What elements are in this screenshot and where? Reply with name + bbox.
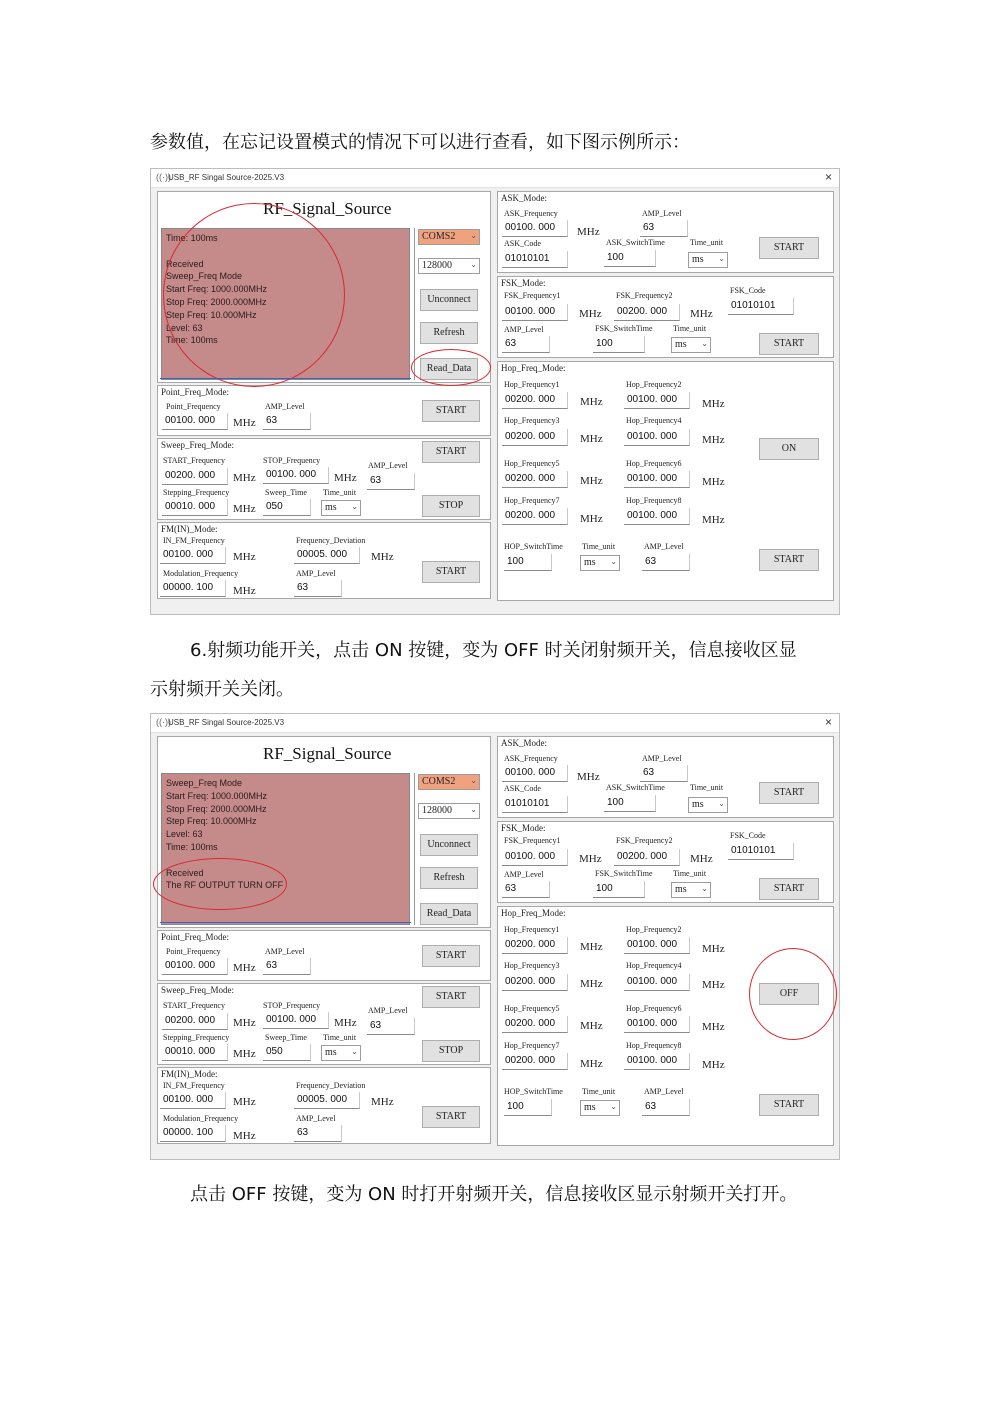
point-freq-unit: MHz	[233, 417, 256, 429]
hop-f3-label: Hop_Frequency3	[504, 416, 560, 425]
log-line: Sweep_Freq Mode	[166, 271, 243, 282]
hop-f1-unit: MHz	[580, 941, 603, 953]
chevron-down-icon: ⌄	[351, 502, 358, 511]
fsk-f2-label: FSK_Frequency2	[616, 836, 673, 845]
hop-mode-title: Hop_Freq_Mode:	[501, 908, 566, 918]
fsk-amp-label: AMP_Level	[504, 325, 544, 334]
ask-freq-label: ASK_Frequency	[504, 754, 558, 763]
hop-f4-label: Hop_Frequency4	[626, 416, 682, 425]
chevron-down-icon: ⌄	[351, 1047, 358, 1056]
hop-unit-value: ms	[584, 1102, 596, 1113]
rf-toggle-button[interactable]: OFF	[759, 983, 819, 1005]
sweep-freq-panel	[157, 438, 491, 520]
sweep-unit-label: Time_unit	[323, 488, 357, 497]
fsk-switch-label: FSK_SwitchTime	[595, 324, 653, 333]
log-line: Level: 63	[166, 322, 203, 333]
fm-in-label: IN_FM_Frequency	[163, 536, 225, 545]
sweep-stop-label: STOP_Frequency	[263, 456, 321, 465]
log-line: Time: 100ms	[166, 841, 218, 852]
fm-dev-unit: MHz	[371, 1096, 394, 1108]
app-heading: RF_Signal_Source	[263, 744, 392, 763]
ask-freq-input[interactable]: 00100. 000	[502, 765, 568, 782]
chevron-down-icon: ⌄	[470, 776, 477, 785]
fsk-f2-input[interactable]: 00200. 000	[614, 849, 680, 866]
point-mode-title: Point_Freq_Mode:	[161, 932, 230, 942]
ask-amp-label: AMP_Level	[642, 209, 682, 218]
log-line: The RF OUTPUT TURN OFF	[166, 880, 284, 891]
sweep-stop-label: STOP_Frequency	[263, 1001, 321, 1010]
fsk-switch-label: FSK_SwitchTime	[595, 869, 653, 878]
hop-f7-input[interactable]: 00200. 000	[502, 508, 568, 525]
hop-f3-input[interactable]: 00200. 000	[502, 974, 568, 991]
sweep-step-label: Stepping_Frequency	[163, 488, 230, 497]
sweep-start-unit: MHz	[233, 1017, 256, 1029]
hop-mode-title: Hop_Freq_Mode:	[501, 363, 566, 373]
hop-f8-label: Hop_Frequency8	[626, 496, 682, 505]
ask-freq-input[interactable]: 00100. 000	[502, 220, 568, 237]
fsk-f2-unit: MHz	[690, 853, 713, 865]
hop-unit-label: Time_unit	[582, 542, 616, 551]
paragraph-rf-switch-line1: 6.射频功能开关，点击 ON 按键，变为 OFF 时关闭射频开关，信息接收区显	[190, 640, 797, 661]
fm-mod-input[interactable]: 00000. 100	[160, 580, 226, 597]
fsk-unit-label: Time_unit	[673, 324, 707, 333]
fsk-f2-unit: MHz	[690, 308, 713, 320]
hop-f2-label: Hop_Frequency2	[626, 380, 682, 389]
ask-freq-unit: MHz	[577, 771, 600, 783]
ask-amp-input[interactable]: 63	[640, 220, 688, 237]
window-titlebar	[151, 169, 839, 188]
fsk-f2-label: FSK_Frequency2	[616, 291, 673, 300]
hop-f4-unit: MHz	[702, 979, 725, 991]
hop-f3-label: Hop_Frequency3	[504, 961, 560, 970]
hop-f7-input[interactable]: 00200. 000	[502, 1053, 568, 1070]
point-freq-label: Point_Frequency	[166, 402, 221, 411]
hop-freq-panel	[497, 361, 834, 601]
log-scrollbar[interactable]	[414, 773, 415, 925]
fm-in-unit: MHz	[233, 1096, 256, 1108]
fsk-mode-title: FSK_Mode:	[501, 823, 546, 833]
ask-mode-panel	[497, 736, 834, 818]
sweep-mode-title: Sweep_Freq_Mode:	[161, 985, 234, 995]
fsk-amp-label: AMP_Level	[504, 870, 544, 879]
baud-value: 128000	[422, 805, 452, 816]
ask-unit-label: Time_unit	[690, 783, 724, 792]
fm-mod-label: Modulation_Frequency	[163, 569, 239, 578]
log-scrollbar[interactable]	[414, 228, 415, 380]
fm-amp-label: AMP_Level	[296, 1114, 336, 1123]
hop-f6-unit: MHz	[702, 1021, 725, 1033]
rf-toggle-button[interactable]: ON	[759, 438, 819, 460]
app-heading: RF_Signal_Source	[263, 199, 392, 218]
hop-amp-label: AMP_Level	[644, 1087, 684, 1096]
fsk-unit-select[interactable]	[671, 337, 711, 353]
hop-f5-input[interactable]: 00200. 000	[502, 471, 568, 488]
fsk-mode-panel	[497, 821, 834, 903]
hop-f5-label: Hop_Frequency5	[504, 1004, 560, 1013]
ask-code-input[interactable]: 01010101	[502, 251, 568, 268]
annotation-circle-log	[153, 858, 287, 910]
hop-f2-input[interactable]: 00100. 000	[624, 937, 690, 954]
log-line: Stop Freq: 2000.000MHz	[166, 803, 267, 814]
sweep-unit-select[interactable]	[321, 1045, 361, 1061]
baud-select[interactable]	[418, 803, 480, 819]
hop-f1-input[interactable]: 00200. 000	[502, 937, 568, 954]
sweep-start-button[interactable]: START	[422, 986, 480, 1008]
ask-unit-select[interactable]	[688, 252, 728, 268]
hop-f4-unit: MHz	[702, 434, 725, 446]
chevron-down-icon: ⌄	[718, 254, 725, 263]
ask-mode-title: ASK_Mode:	[501, 738, 548, 748]
sweep-stop-input[interactable]: 00100. 000	[263, 1012, 329, 1029]
ask-switch-label: ASK_SwitchTime	[606, 238, 665, 247]
hop-f6-label: Hop_Frequency6	[626, 1004, 682, 1013]
point-amp-label: AMP_Level	[265, 947, 305, 956]
hop-f5-input[interactable]: 00200. 000	[502, 1016, 568, 1033]
hop-start-button[interactable]: START	[759, 1094, 819, 1116]
chevron-down-icon: ⌄	[701, 339, 708, 348]
hop-f2-unit: MHz	[702, 398, 725, 410]
unconnect-button[interactable]: Unconnect	[420, 289, 478, 311]
fsk-f1-label: FSK_Frequency1	[504, 836, 561, 845]
fsk-unit-value: ms	[675, 884, 687, 895]
sweep-amp-label: AMP_Level	[368, 461, 408, 470]
sweep-step-unit: MHz	[233, 503, 256, 515]
sweep-start-button[interactable]: START	[422, 441, 480, 463]
window-title: USB_RF Singal Source-2025.V3	[168, 173, 285, 182]
hop-switch-label: HOP_SwitchTime	[504, 542, 563, 551]
refresh-button[interactable]: Refresh	[420, 867, 478, 889]
hop-f8-input[interactable]: 00100. 000	[624, 1053, 690, 1070]
ask-unit-label: Time_unit	[690, 238, 724, 247]
chevron-down-icon: ⌄	[610, 1102, 617, 1111]
fm-start-button[interactable]: START	[422, 1106, 480, 1128]
hop-f4-input[interactable]: 00100. 000	[624, 429, 690, 446]
log-line: Time: 100ms	[166, 335, 218, 346]
fm-amp-label: AMP_Level	[296, 569, 336, 578]
hop-f2-label: Hop_Frequency2	[626, 925, 682, 934]
app-icon: ((·))	[156, 172, 171, 182]
fm-amp-input[interactable]: 63	[294, 1125, 342, 1142]
hop-f1-label: Hop_Frequency1	[504, 380, 560, 389]
fm-mode-title: FM(IN)_Mode:	[161, 524, 218, 534]
hop-f6-input[interactable]: 00100. 000	[624, 1016, 690, 1033]
hop-f5-unit: MHz	[580, 1020, 603, 1032]
fsk-f1-label: FSK_Frequency1	[504, 291, 561, 300]
com-port-value: COMS2	[422, 231, 456, 242]
point-amp-label: AMP_Level	[265, 402, 305, 411]
chevron-down-icon: ⌄	[610, 557, 617, 566]
log-line: Sweep_Freq Mode	[166, 778, 243, 788]
hop-f6-unit: MHz	[702, 476, 725, 488]
app-icon: ((·))	[156, 717, 171, 727]
fm-mod-input[interactable]: 00000. 100	[160, 1125, 226, 1142]
fsk-unit-label: Time_unit	[673, 869, 707, 878]
fsk-code-label: FSK_Code	[730, 831, 766, 840]
sweep-stop-unit: MHz	[334, 1017, 357, 1029]
ask-mode-panel	[497, 191, 834, 273]
fm-mod-label: Modulation_Frequency	[163, 1114, 239, 1123]
hop-f5-label: Hop_Frequency5	[504, 459, 560, 468]
fsk-f1-unit: MHz	[579, 308, 602, 320]
close-icon[interactable]: ×	[824, 715, 832, 729]
hop-f1-input[interactable]: 00200. 000	[502, 392, 568, 409]
point-freq-label: Point_Frequency	[166, 947, 221, 956]
hop-f3-input[interactable]: 00200. 000	[502, 429, 568, 446]
window-titlebar	[151, 714, 839, 733]
fsk-f1-unit: MHz	[579, 853, 602, 865]
ask-switch-label: ASK_SwitchTime	[606, 783, 665, 792]
log-line: Start Freq: 1000.000MHz	[166, 790, 268, 801]
log-underline	[160, 378, 411, 379]
sweep-start-input[interactable]: 00200. 000	[162, 468, 228, 485]
sweep-unit-select[interactable]	[321, 500, 361, 516]
chevron-down-icon: ⌄	[701, 884, 708, 893]
fm-amp-input[interactable]: 63	[294, 580, 342, 597]
sweep-time-label: Sweep_Time	[265, 488, 307, 497]
sweep-step-label: Stepping_Frequency	[163, 1033, 230, 1042]
hop-f7-label: Hop_Frequency7	[504, 496, 560, 505]
point-start-button[interactable]: START	[422, 400, 480, 422]
com-port-select[interactable]	[418, 774, 480, 790]
fsk-f2-input[interactable]: 00200. 000	[614, 304, 680, 321]
point-start-button[interactable]: START	[422, 945, 480, 967]
sweep-start-label: START_Frequency	[163, 1001, 225, 1010]
log-underline	[160, 922, 411, 923]
sweep-amp-input[interactable]: 63	[367, 1018, 415, 1035]
chevron-down-icon: ⌄	[470, 260, 477, 269]
sweep-freq-panel	[157, 983, 491, 1065]
point-freq-input[interactable]: 00100. 000	[162, 958, 228, 975]
hop-f8-input[interactable]: 00100. 000	[624, 508, 690, 525]
sweep-stop-button[interactable]: STOP	[422, 495, 480, 517]
hop-f2-unit: MHz	[702, 943, 725, 955]
fm-in-input[interactable]: 00100. 000	[160, 547, 226, 564]
sweep-stop-input[interactable]: 00100. 000	[263, 467, 329, 484]
chevron-down-icon: ⌄	[470, 805, 477, 814]
fsk-amp-input[interactable]: 63	[502, 881, 550, 898]
ask-freq-unit: MHz	[577, 226, 600, 238]
fm-mod-unit: MHz	[233, 1130, 256, 1142]
sweep-stop-unit: MHz	[334, 472, 357, 484]
sweep-unit-value: ms	[325, 1047, 337, 1058]
hop-f8-unit: MHz	[702, 1059, 725, 1071]
hop-amp-input[interactable]: 63	[642, 1099, 690, 1116]
point-mode-title: Point_Freq_Mode:	[161, 387, 230, 397]
hop-f4-label: Hop_Frequency4	[626, 961, 682, 970]
log-line: Level: 63	[166, 829, 203, 840]
hop-f8-label: Hop_Frequency8	[626, 1041, 682, 1050]
fm-dev-label: Frequency_Deviation	[296, 536, 366, 545]
fsk-f1-input[interactable]: 00100. 000	[502, 849, 568, 866]
fm-mod-unit: MHz	[233, 585, 256, 597]
point-amp-input[interactable]: 63	[263, 413, 311, 430]
ask-start-button[interactable]: START	[759, 782, 819, 804]
annotation-circle-read-data	[411, 349, 491, 386]
fm-in-label: IN_FM_Frequency	[163, 1081, 225, 1090]
fsk-unit-select[interactable]	[671, 882, 711, 898]
fm-dev-input[interactable]: 00005. 000	[294, 547, 360, 564]
ask-amp-label: AMP_Level	[642, 754, 682, 763]
log-line: Start Freq: 1000.000MHz	[166, 284, 268, 295]
hop-f7-label: Hop_Frequency7	[504, 1041, 560, 1050]
read-data-button[interactable]: Read_Data	[420, 903, 478, 925]
annotation-circle-toggle	[749, 948, 837, 1040]
hop-unit-select[interactable]	[580, 555, 620, 571]
ask-code-label: ASK_Code	[504, 784, 541, 793]
hop-unit-value: ms	[584, 557, 596, 568]
read-data-button[interactable]: Read_Data	[420, 358, 478, 380]
hop-f7-unit: MHz	[580, 1058, 603, 1070]
sweep-time-input[interactable]: 050	[263, 1044, 311, 1061]
close-icon[interactable]: ×	[824, 170, 832, 184]
fsk-switch-input[interactable]: 100	[593, 881, 645, 898]
annotation-circle-log	[163, 203, 345, 387]
hop-start-button[interactable]: START	[759, 549, 819, 571]
fsk-mode-title: FSK_Mode:	[501, 278, 546, 288]
hop-f8-unit: MHz	[702, 514, 725, 526]
hop-f5-unit: MHz	[580, 475, 603, 487]
ask-unit-value: ms	[692, 254, 704, 265]
hop-amp-label: AMP_Level	[644, 542, 684, 551]
fsk-code-label: FSK_Code	[730, 286, 766, 295]
point-freq-panel	[157, 930, 491, 981]
point-freq-unit: MHz	[233, 962, 256, 974]
hop-amp-input[interactable]: 63	[642, 554, 690, 571]
sweep-amp-input[interactable]: 63	[367, 473, 415, 490]
point-freq-panel	[157, 385, 491, 436]
fm-dev-input[interactable]: 00005. 000	[294, 1092, 360, 1109]
log-line: Received	[166, 258, 204, 269]
hop-f7-unit: MHz	[580, 513, 603, 525]
sweep-time-input[interactable]: 050	[263, 499, 311, 516]
fsk-switch-input[interactable]: 100	[593, 336, 645, 353]
hop-f3-unit: MHz	[580, 978, 603, 990]
fm-in-input[interactable]: 00100. 000	[160, 1092, 226, 1109]
com-port-value: COMS2	[422, 776, 456, 787]
sweep-start-input[interactable]: 00200. 000	[162, 1013, 228, 1030]
hop-f6-label: Hop_Frequency6	[626, 459, 682, 468]
ask-freq-label: ASK_Frequency	[504, 209, 558, 218]
sweep-stop-button[interactable]: STOP	[422, 1040, 480, 1062]
sweep-unit-value: ms	[325, 502, 337, 513]
fm-dev-label: Frequency_Deviation	[296, 1081, 366, 1090]
sweep-amp-label: AMP_Level	[368, 1006, 408, 1015]
log-line: Step Freq: 10.000MHz	[166, 816, 257, 827]
fm-mode-panel	[157, 522, 491, 599]
fsk-code-input[interactable]: 01010101	[728, 298, 794, 315]
baud-value: 128000	[422, 260, 452, 271]
chevron-down-icon: ⌄	[718, 799, 725, 808]
ask-amp-input[interactable]: 63	[640, 765, 688, 782]
fsk-code-input[interactable]: 01010101	[728, 843, 794, 860]
ask-mode-title: ASK_Mode:	[501, 193, 548, 203]
ask-start-button[interactable]: START	[759, 237, 819, 259]
paragraph-rf-switch-line2: 示射频开关关闭。	[150, 679, 294, 700]
fm-in-unit: MHz	[233, 551, 256, 563]
hop-switch-input[interactable]: 100	[504, 554, 552, 571]
paragraph-intro: 参数值，在忘记设置模式的情况下可以进行查看，如下图示例所示：	[150, 132, 690, 153]
ask-code-label: ASK_Code	[504, 239, 541, 248]
com-port-select[interactable]	[418, 229, 480, 245]
hop-f1-label: Hop_Frequency1	[504, 925, 560, 934]
window-title: USB_RF Singal Source-2025.V3	[168, 718, 285, 727]
sweep-mode-title: Sweep_Freq_Mode:	[161, 440, 234, 450]
ask-switch-input[interactable]: 100	[604, 795, 656, 812]
hop-unit-label: Time_unit	[582, 1087, 616, 1096]
fm-start-button[interactable]: START	[422, 561, 480, 583]
fm-dev-unit: MHz	[371, 551, 394, 563]
log-line: Step Freq: 10.000MHz	[166, 309, 257, 320]
hop-f1-unit: MHz	[580, 396, 603, 408]
point-freq-input[interactable]: 00100. 000	[162, 413, 228, 430]
fsk-mode-panel	[497, 276, 834, 358]
hop-f4-input[interactable]: 00100. 000	[624, 974, 690, 991]
chevron-down-icon: ⌄	[470, 231, 477, 240]
hop-f3-unit: MHz	[580, 433, 603, 445]
fm-mode-title: FM(IN)_Mode:	[161, 1069, 218, 1079]
hop-switch-input[interactable]: 100	[504, 1099, 552, 1116]
hop-f2-input[interactable]: 00100. 000	[624, 392, 690, 409]
fm-mode-panel	[157, 1067, 491, 1144]
screenshot-read-data	[150, 168, 840, 615]
sweep-step-input[interactable]: 00010. 000	[162, 1044, 228, 1061]
ask-switch-input[interactable]: 100	[604, 250, 656, 267]
fsk-unit-value: ms	[675, 339, 687, 350]
log-line: Received	[166, 867, 204, 878]
sweep-step-input[interactable]: 00010. 000	[162, 499, 228, 516]
sweep-start-unit: MHz	[233, 472, 256, 484]
point-amp-input[interactable]: 63	[263, 958, 311, 975]
ask-unit-select[interactable]	[688, 797, 728, 813]
fsk-amp-input[interactable]: 63	[502, 336, 550, 353]
ask-code-input[interactable]: 01010101	[502, 796, 568, 813]
ask-unit-value: ms	[692, 799, 704, 810]
hop-unit-select[interactable]	[580, 1100, 620, 1116]
sweep-start-label: START_Frequency	[163, 456, 225, 465]
log-line: Stop Freq: 2000.000MHz	[166, 296, 267, 307]
sweep-unit-label: Time_unit	[323, 1033, 357, 1042]
sweep-step-unit: MHz	[233, 1048, 256, 1060]
refresh-button[interactable]: Refresh	[420, 322, 478, 344]
fsk-start-button[interactable]: START	[759, 333, 819, 355]
baud-select[interactable]	[418, 258, 480, 274]
fsk-f1-input[interactable]: 00100. 000	[502, 304, 568, 321]
unconnect-button[interactable]: Unconnect	[420, 834, 478, 856]
log-line: Time: 100ms	[166, 233, 218, 243]
sweep-time-label: Sweep_Time	[265, 1033, 307, 1042]
fsk-start-button[interactable]: START	[759, 878, 819, 900]
screenshot-rf-off	[150, 713, 840, 1160]
paragraph-rf-on: 点击 OFF 按键，变为 ON 时打开射频开关，信息接收区显示射频开关打开。	[190, 1184, 798, 1205]
hop-f6-input[interactable]: 00100. 000	[624, 471, 690, 488]
hop-switch-label: HOP_SwitchTime	[504, 1087, 563, 1096]
